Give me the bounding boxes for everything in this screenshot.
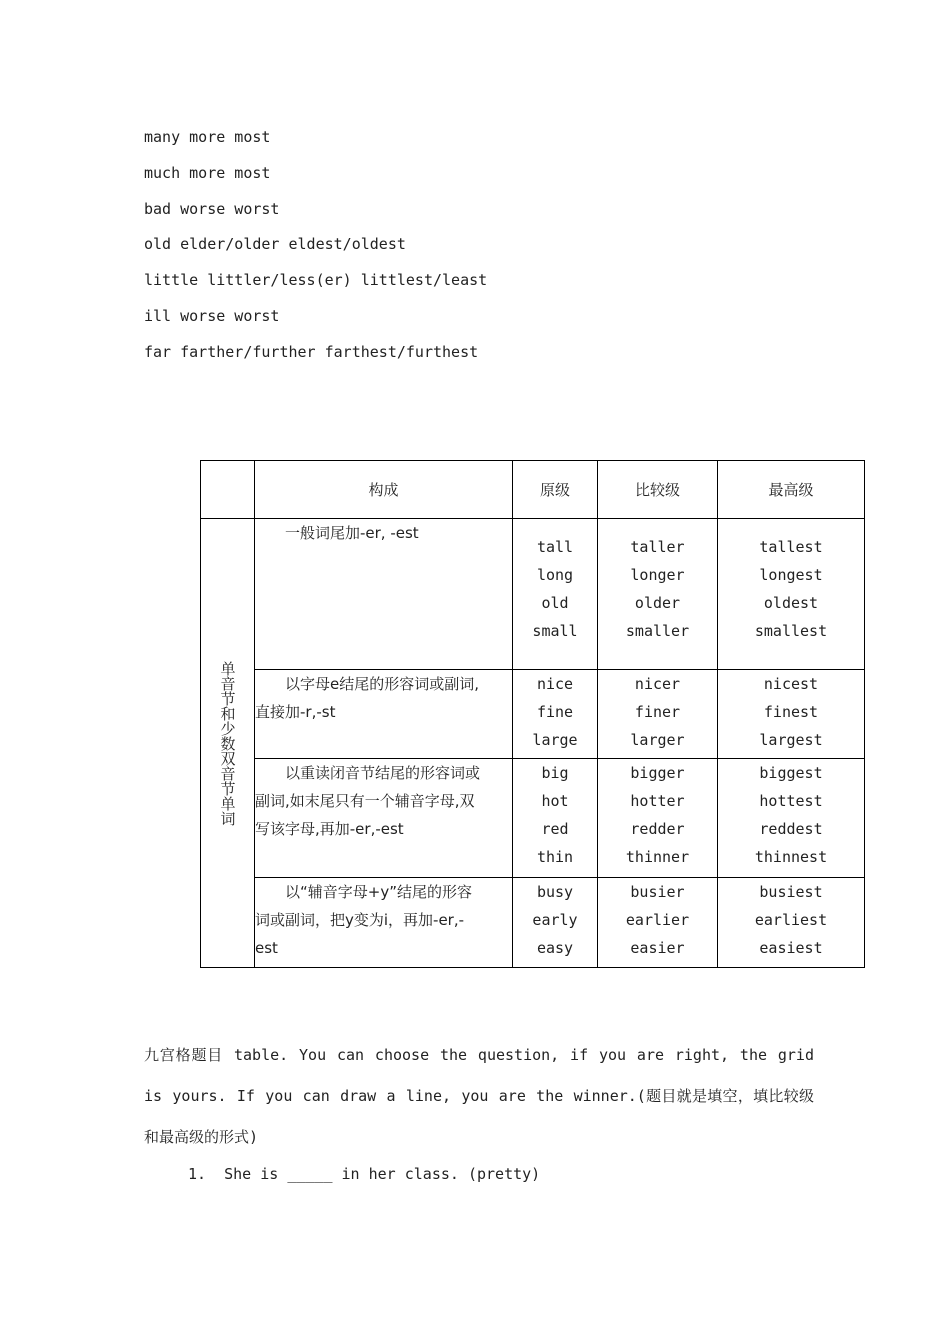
word: hot	[541, 792, 569, 810]
word: old	[541, 594, 569, 612]
word: oldest	[763, 594, 819, 612]
word: largest	[759, 731, 823, 749]
word: taller	[630, 538, 685, 556]
base-cell	[513, 878, 598, 968]
table-header-row	[201, 461, 865, 519]
comparison-table	[200, 460, 865, 968]
table-row	[201, 759, 865, 878]
word: large	[532, 731, 578, 749]
table-row	[201, 519, 865, 670]
word: smaller	[625, 622, 690, 640]
word: red	[541, 820, 569, 838]
side-label: 单音节和少数双音节单词	[218, 660, 237, 826]
word: tall	[536, 538, 574, 556]
header-superlative: 最高级	[718, 461, 865, 519]
word: busiest	[759, 883, 823, 901]
header-comparative: 比较级	[598, 461, 718, 519]
table-row	[201, 670, 865, 759]
word: thinnest	[754, 848, 828, 866]
header-base: 原级	[513, 461, 598, 519]
rule-cell	[255, 519, 513, 670]
word: small	[532, 622, 578, 640]
word: finer	[634, 703, 681, 721]
word: hotter	[630, 792, 685, 810]
word: finest	[763, 703, 819, 721]
superlative-cell	[718, 759, 865, 878]
word: busy	[536, 883, 574, 901]
word: long	[536, 566, 574, 584]
irregular-line: far farther/further farthest/furthest	[144, 343, 479, 361]
rule-cell	[255, 878, 513, 968]
word: smallest	[754, 622, 828, 640]
word: busier	[630, 883, 685, 901]
instruction-paragraph: 九宫格题目 table. You can choose the question, if you are right, the grid is yours. If you can draw a line, you are the winner.(题目就是填空，填比较级和最高级的形式)	[144, 1046, 814, 1146]
word: easiest	[759, 939, 823, 957]
irregular-line: many more most	[144, 128, 271, 146]
base-cell	[513, 519, 598, 670]
word: earlier	[625, 911, 690, 929]
base-cell	[513, 759, 598, 878]
word: bigger	[630, 764, 685, 782]
rule-cell	[255, 759, 513, 878]
comparative-cell	[598, 878, 718, 968]
rule-text: 以重读闭音节结尾的形容词或	[255, 764, 481, 782]
comparative-cell	[598, 519, 718, 670]
rule-text: 以字母e结尾的形容词或副词,	[255, 675, 479, 693]
rule-text: 写该字母,再加-er,-est	[255, 820, 404, 838]
word: early	[532, 911, 578, 929]
word: easy	[536, 939, 574, 957]
side-label-cell	[201, 519, 255, 968]
irregular-line: much more most	[144, 164, 271, 182]
question-1: 1. She is _____ in her class. (pretty)	[188, 1165, 541, 1183]
word: longer	[630, 566, 685, 584]
rule-text: 以“辅音字母+y”结尾的形容	[255, 883, 472, 901]
comparative-cell	[598, 759, 718, 878]
word: reddest	[759, 820, 823, 838]
rule-text: 词或副词，把y变为i，再加-er,-	[255, 911, 465, 929]
word: nice	[536, 675, 574, 693]
comparative-cell	[598, 670, 718, 759]
word: fine	[536, 703, 574, 721]
word: older	[634, 594, 681, 612]
word: easier	[630, 939, 685, 957]
rule-text: 副词,如末尾只有一个辅音字母,双	[255, 792, 475, 810]
word: thinner	[625, 848, 690, 866]
word: nicer	[634, 675, 681, 693]
superlative-cell	[718, 670, 865, 759]
word: larger	[630, 731, 685, 749]
rule-text: est	[255, 939, 278, 957]
rule-text: 一般词尾加-er, -est	[255, 524, 419, 542]
word: longest	[759, 566, 823, 584]
superlative-cell	[718, 878, 865, 968]
header-formation: 构成	[255, 461, 513, 519]
rule-cell	[255, 670, 513, 759]
word: big	[541, 764, 569, 782]
table-row	[201, 878, 865, 968]
irregular-line: bad worse worst	[144, 200, 280, 218]
rule-text: 直接加-r,-st	[255, 703, 336, 721]
table-corner-cell	[201, 461, 255, 519]
base-cell	[513, 670, 598, 759]
word: nicest	[763, 675, 819, 693]
word: earliest	[754, 911, 828, 929]
word: thin	[536, 848, 574, 866]
word: biggest	[759, 764, 823, 782]
superlative-cell	[718, 519, 865, 670]
irregular-line: old elder/older eldest/oldest	[144, 235, 406, 253]
word: tallest	[759, 538, 823, 556]
irregular-line: ill worse worst	[144, 307, 280, 325]
irregular-line: little littler/less(er) littlest/least	[144, 271, 488, 289]
word: redder	[630, 820, 685, 838]
word: hottest	[759, 792, 823, 810]
